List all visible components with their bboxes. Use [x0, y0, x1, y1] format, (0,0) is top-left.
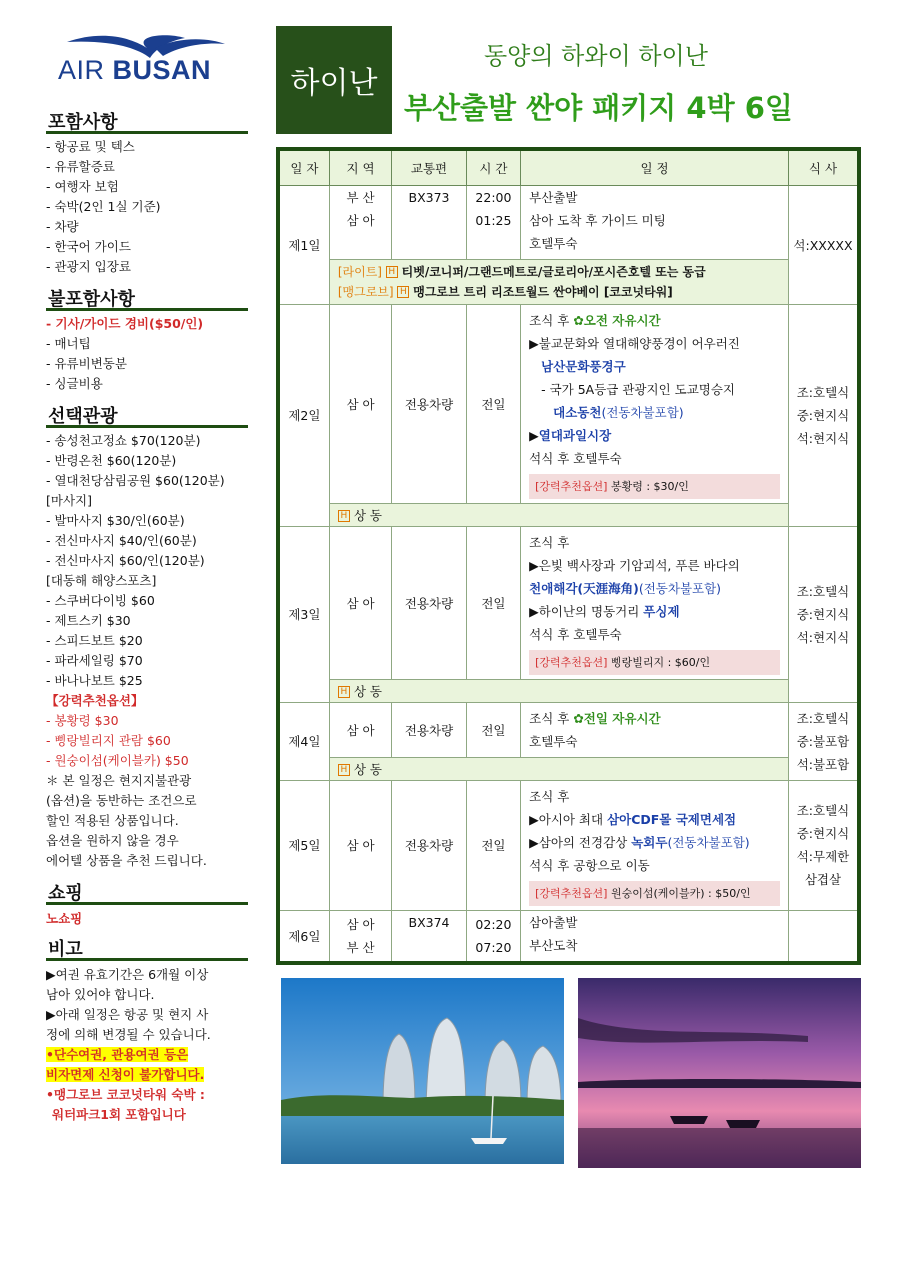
list-item: - 반령온천 $60(120분)	[46, 453, 177, 468]
plan-highlight: 천애해각(天涯海角)	[529, 580, 639, 596]
hotel-tag: [맹그로브]	[337, 284, 394, 299]
remark-warning: 비자면제 신청이 불가합니다.	[46, 1067, 205, 1082]
hotel-icon: H	[338, 764, 350, 776]
option-badge	[529, 881, 780, 906]
plan-text: ▶아시아 최대	[529, 811, 608, 827]
region-cell: 삼 아	[329, 304, 391, 503]
meal-cell	[788, 304, 859, 526]
sidebar	[46, 108, 248, 1125]
meal-cell	[788, 526, 859, 702]
meal-text: 중:현지식	[796, 826, 850, 841]
option-text: 봉황령 : $30/인	[610, 479, 689, 493]
list-item: - 숙박(2인 1실 기준)	[46, 199, 161, 214]
note-line: 할인 적용된 상품입니다.	[46, 813, 179, 828]
meal-text: 중:불포함	[796, 733, 850, 749]
region-cell: 삼 아	[329, 780, 391, 910]
transport-cell	[392, 910, 467, 963]
hotel-icon: H	[338, 510, 350, 522]
plan-cell	[521, 910, 789, 963]
note-line: (옵션)을 동반하는 조건으로	[46, 793, 197, 808]
remarks-title: 비고	[46, 935, 248, 961]
meal-cell	[788, 702, 859, 780]
palm-icon: ✿	[573, 312, 584, 328]
hotel-icon: H	[386, 266, 398, 278]
table-row	[278, 304, 859, 503]
hotel-cell	[329, 503, 788, 526]
flight-number: BX374	[408, 914, 450, 930]
destination-box: 하이난	[276, 26, 392, 134]
table-header-row	[278, 149, 859, 185]
meal-text: 석:현지식	[796, 430, 850, 446]
flight-number: BX373	[408, 189, 450, 205]
table-row	[278, 910, 859, 963]
included-list	[46, 137, 248, 277]
hotel-icon: H	[338, 686, 350, 698]
plan-line: 부산도착	[529, 937, 578, 953]
hotel-name: 티벳/코니퍼/그랜드메트로/글로리아/포시즌호텔 또는 동급	[401, 264, 706, 279]
meal-text: 석:불포함	[796, 756, 850, 772]
list-item: - 한국어 가이드	[46, 239, 131, 254]
plan-line: 호텔투숙	[529, 235, 578, 251]
plan-line: ▶은빛 백사장과 기암괴석, 푸른 바다의	[529, 557, 740, 573]
col-day: 일 자	[278, 149, 329, 185]
plan-text: (전동차불포함)	[638, 580, 722, 596]
option-tag: [강력추천옵션]	[535, 655, 608, 669]
region-text: 부 산	[346, 189, 375, 205]
meal-text: 중:현지식	[796, 606, 850, 622]
list-item: - 원숭이섬(케이블카) $50	[46, 753, 189, 768]
region-text: 삼 아	[346, 212, 375, 228]
table-row	[278, 679, 859, 702]
optional-list	[46, 431, 248, 871]
hotel-name: 상 동	[353, 683, 382, 699]
region-cell	[329, 185, 391, 259]
list-item: - 관광지 입장료	[46, 259, 131, 274]
day-cell: 제1일	[278, 185, 329, 304]
list-item: - 매너팁	[46, 336, 91, 351]
list-item: - 삥랑빌리지 관람 $60	[46, 733, 171, 748]
list-item: - 바나나보트 $25	[46, 673, 143, 688]
plan-text: 조식 후	[529, 312, 574, 328]
remark-warning: •단수여권, 관용여권 등은	[46, 1047, 189, 1062]
page-title: 부산출발 싼야 패키지 4박 6일	[404, 91, 793, 125]
list-item: - 전신마사지 $60/인(120분)	[46, 553, 205, 568]
palm-icon: ✿	[573, 710, 584, 726]
plan-highlight: 푸싱제	[643, 603, 680, 619]
region-text: 삼 아	[346, 916, 375, 932]
list-item: - 기사/가이드 경비($50/인)	[46, 316, 204, 331]
list-item: - 스피드보트 $20	[46, 633, 143, 648]
plan-text: ▶하이난의 명동거리	[529, 603, 644, 619]
plan-highlight: 삼아CDF몰 국제면세점	[607, 811, 737, 827]
plan-line: 석식 후 공항으로 이동	[529, 857, 650, 873]
day-cell: 제3일	[278, 526, 329, 702]
plan-line: 삼아출발	[529, 914, 578, 930]
meal-text: 조:호텔식	[796, 583, 850, 599]
region-cell: 삼 아	[329, 526, 391, 679]
plan-text: (전동차불포함)	[667, 834, 750, 850]
plan-line: 석식 후 호텔투숙	[529, 450, 622, 466]
day-cell: 제4일	[278, 702, 329, 780]
plan-line: 석식 후 호텔투숙	[529, 626, 622, 642]
page-subtitle: 동양의 하와이 하이난	[484, 42, 708, 70]
plan-line: 조식 후	[529, 788, 570, 804]
hotel-cell	[329, 259, 788, 304]
list-item: [대동해 해양스포츠]	[46, 573, 157, 588]
time-text: 02:20	[475, 916, 512, 932]
transport-cell	[392, 185, 467, 259]
table-row	[278, 503, 859, 526]
plan-line: 조식 후	[529, 534, 570, 550]
remarks-body	[46, 965, 248, 1125]
list-item: - 발마사지 $30/인(60분)	[46, 513, 185, 528]
plan-cell	[521, 185, 789, 259]
col-plan: 일 정	[521, 149, 789, 185]
time-text: 07:20	[475, 939, 512, 955]
plan-highlight: 전일 자유시간	[583, 710, 661, 726]
recommended-title: 【강력추천옵션】	[46, 693, 144, 708]
list-item: [마사지]	[46, 493, 92, 508]
remark-line: ▶아래 일정은 항공 및 현지 사	[46, 1007, 209, 1022]
brand-busan: BUSAN	[112, 55, 212, 85]
list-item: - 봉황령 $30	[46, 713, 119, 728]
plan-text: ▶삼아의 전경감상	[529, 834, 632, 850]
optional-title: 선택관광	[46, 402, 248, 428]
remark-line: 남아 있어야 합니다.	[46, 987, 155, 1002]
plan-line: ▶불교문화와 열대해양풍경이 어우러진	[529, 335, 740, 351]
plan-cell	[521, 702, 789, 757]
option-tag: [강력추천옵션]	[535, 479, 608, 493]
plan-line: 남산문화풍경구	[541, 358, 626, 374]
plan-cell	[521, 526, 789, 679]
table-row	[278, 526, 859, 679]
day-cell: 제5일	[278, 780, 329, 910]
time-cell: 전일	[466, 702, 520, 757]
list-item: - 항공료 및 텍스	[46, 139, 135, 154]
meal-cell: 석:XXXXX	[788, 185, 859, 304]
plan-cell	[521, 780, 789, 910]
col-time: 시 간	[466, 149, 520, 185]
time-cell	[466, 910, 520, 963]
option-text: 삥랑빌리지 : $60/인	[610, 655, 711, 669]
meal-text: 조:호텔식	[796, 803, 850, 818]
time-cell: 전일	[466, 780, 520, 910]
region-text: 부 산	[346, 939, 375, 955]
list-item: - 여행자 보험	[46, 179, 119, 194]
meal-cell	[788, 780, 859, 910]
hotel-icon: H	[397, 286, 409, 298]
list-item: - 싱글비용	[46, 376, 103, 391]
plan-highlight: 녹회두	[631, 834, 668, 850]
table-row	[278, 259, 859, 304]
table-row	[278, 185, 859, 259]
excluded-list	[46, 314, 248, 394]
remark-warning: •맹그로브 코코넛타워 숙박 :	[46, 1087, 205, 1102]
table-row	[278, 757, 859, 780]
shopping-value: 노쇼핑	[46, 911, 83, 926]
transport-cell: 전용차량	[392, 780, 467, 910]
list-item: - 제트스키 $30	[46, 613, 131, 628]
time-cell: 전일	[466, 304, 520, 503]
option-badge	[529, 474, 780, 499]
schedule-table	[276, 147, 861, 965]
hotel-name: 맹그로브 트리 리조트월드 싼야베이 [코코넛타워]	[413, 284, 673, 299]
meal-text: 중:현지식	[796, 407, 850, 423]
time-text: 22:00	[475, 189, 512, 205]
list-item: - 전신마사지 $40/인(60분)	[46, 533, 197, 548]
remark-warning: 워터파크1회 포함입니다	[52, 1107, 186, 1122]
hotel-cell	[329, 757, 788, 780]
meal-cell	[788, 910, 859, 963]
excluded-title: 불포함사항	[46, 285, 248, 311]
plan-text: (전동차불포함)	[601, 404, 684, 420]
time-text: 01:25	[475, 212, 512, 228]
hotel-name: 상 동	[353, 761, 382, 777]
plan-cell	[521, 304, 789, 503]
list-item: - 송성천고정쇼 $70(120분)	[46, 433, 201, 448]
list-item: - 열대천당삼림공원 $60(120분)	[46, 473, 225, 488]
meal-text: 석:무제한	[796, 849, 850, 864]
transport-cell: 전용차량	[392, 304, 467, 503]
time-cell	[466, 185, 520, 259]
hotel-cell	[329, 679, 788, 702]
plan-text: 조식 후	[529, 710, 574, 726]
brand-air: AIR	[58, 55, 105, 85]
remark-line: 정에 의해 변경될 수 있습니다.	[46, 1027, 211, 1042]
meal-text: 조:호텔식	[796, 710, 850, 726]
table-row	[278, 780, 859, 910]
col-transport: 교통편	[392, 149, 467, 185]
region-cell	[329, 910, 391, 963]
col-meal: 식 사	[788, 149, 859, 185]
meal-text: 조:호텔식	[796, 384, 850, 400]
plan-line: 부산출발	[529, 189, 578, 205]
hotel-name: 상 동	[353, 507, 382, 523]
plan-line: 호텔투숙	[529, 733, 578, 749]
meal-text: 석:현지식	[796, 629, 850, 645]
option-text: 원숭이섬(케이블카) : $50/인	[610, 886, 751, 900]
included-title: 포함사항	[46, 108, 248, 134]
plan-line: - 국가 5A등급 관광지인 도교명승지	[541, 381, 736, 397]
transport-cell: 전용차량	[392, 526, 467, 679]
list-item: - 유류비변동분	[46, 356, 127, 371]
region-cell: 삼 아	[329, 702, 391, 757]
plan-text: ▶	[529, 427, 539, 443]
shopping-title: 쇼핑	[46, 879, 248, 905]
list-item: - 차량	[46, 219, 79, 234]
meal-text: 삼겹살	[804, 872, 842, 887]
plan-highlight: 대소동천	[553, 404, 602, 420]
time-cell: 전일	[466, 526, 520, 679]
note-line: 옵션을 원하지 않을 경우	[46, 833, 179, 848]
plan-highlight: 오전 자유시간	[583, 312, 661, 328]
sunset-sea-photo	[578, 978, 861, 1168]
list-item: - 파라세일링 $70	[46, 653, 143, 668]
note-line: 에어텔 상품을 추천 드립니다.	[46, 853, 207, 868]
sanya-towers-photo	[281, 978, 564, 1164]
plan-line: 삼아 도착 후 가이드 미팅	[529, 212, 666, 228]
note-line: ＊ 본 일정은 현지지불관광	[46, 773, 192, 788]
option-badge	[529, 650, 780, 675]
hotel-tag: [라이트]	[337, 264, 382, 279]
day-cell: 제2일	[278, 304, 329, 526]
day-cell: 제6일	[278, 910, 329, 963]
option-tag: [강력추천옵션]	[535, 886, 608, 900]
transport-cell: 전용차량	[392, 702, 467, 757]
list-item: - 스쿠버다이빙 $60	[46, 593, 155, 608]
col-region: 지 역	[329, 149, 391, 185]
brand-logo-text	[58, 55, 211, 86]
table-row	[278, 702, 859, 757]
remark-line: ▶여권 유효기간은 6개월 이상	[46, 967, 209, 982]
plan-highlight: 열대과일시장	[538, 427, 612, 443]
list-item: - 유류할증료	[46, 159, 115, 174]
